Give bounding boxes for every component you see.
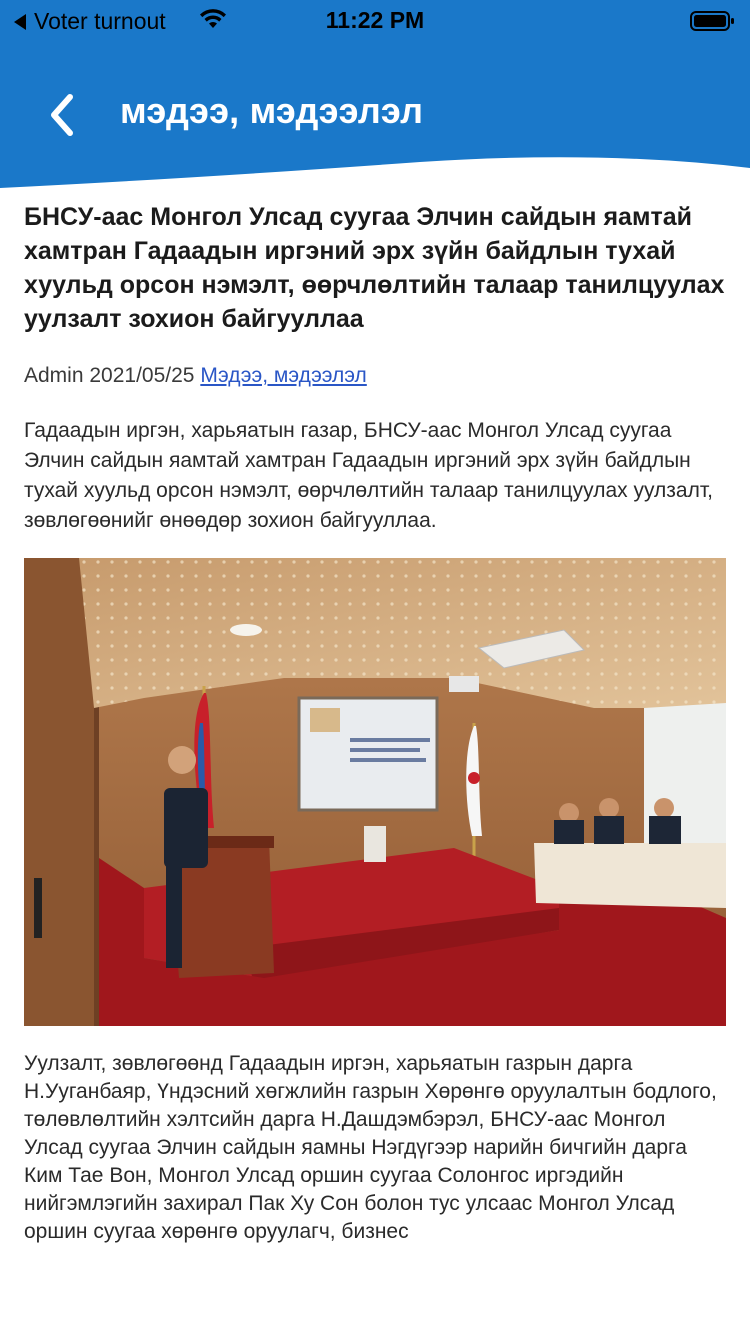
article-headline: БНСУ-аас Монгол Улсад суугаа Элчин сайдын яамтай хамтран Гадаадын иргэний эрх зүйн байдлын тухай хуульд орсон нэмэлт, өөрчлөлтийн талаар танилцуулах уулзалт зохион байгууллаа: [24, 203, 725, 333]
status-time: 11:22 PM: [325, 7, 425, 33]
page-title: мэдээ, мэдээлэл: [120, 90, 424, 131]
article-date: 2021/05/25: [89, 364, 195, 387]
article: [24, 200, 726, 1246]
status-bar: [0, 0, 750, 40]
article-meta: [24, 364, 726, 388]
article-category-link[interactable]: Мэдээ, мэдээлэл: [200, 364, 367, 387]
article-body: Уулзалт, зөвлөгөөнд Гадаадын иргэн, харьяатын газрын дарга Н.Ууганбаяр, Үндэсний хөгжлийн газрын Хөрөнгө оруулалтын бодлого, төлөвлөлтийн хэлтсийн дарга Н.Дашдэмбэрэл, БНСУ-аас Монгол Улсад суугаа Элчин сайдын яамны Нэгдүгээр нарийн бичгийн дарга Ким Тае Вон, Монгол Улсад оршин суугаа Солонгос иргэдийн нийгэмлэгийн захирал Пак Ху Сон болон тус улсаас Монгол Улсад оршин суугаа хөрөнгө оруулагч, бизнес: [24, 1052, 717, 1243]
battery-icon: [690, 10, 736, 37]
app-header: [0, 0, 750, 200]
status-back-app-label: Voter turnout: [34, 8, 166, 34]
article-author: Admin: [24, 364, 84, 387]
article-lead: Гадаадын иргэн, харьяатын газар, БНСУ-аас Монгол Улсад суугаа Элчин сайдын яамтай хамтран Гадаадын иргэний эрх зүйн байдлын тухай хуульд орсон нэмэлт, өөрчлөлтийн талаар танилцуулах уулзалт, зөвлөгөөнийг өнөөдөр зохион байгууллаа.: [24, 419, 713, 532]
chevron-left-icon: [48, 93, 78, 137]
article-photo: [24, 558, 726, 1026]
back-button[interactable]: [38, 90, 88, 140]
